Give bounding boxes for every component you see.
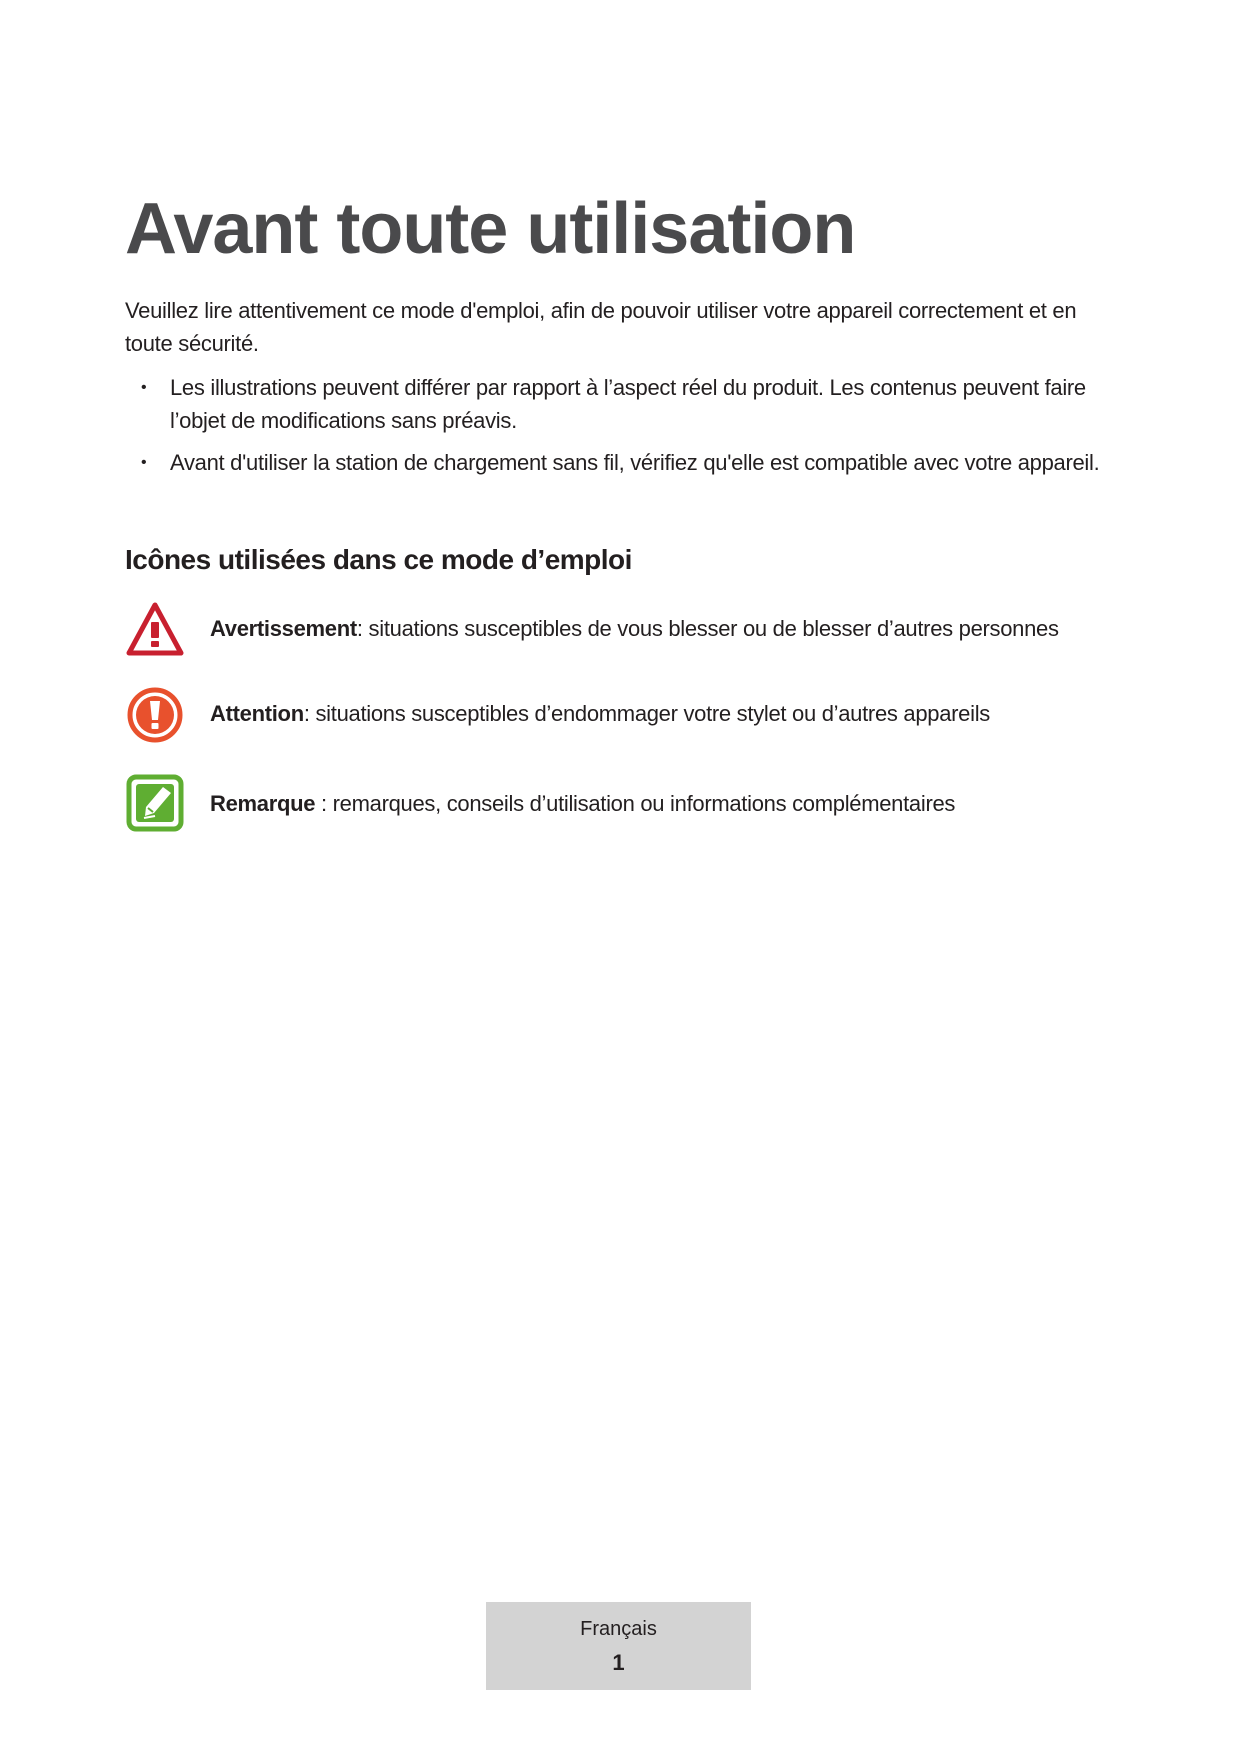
warning-triangle-icon (125, 600, 185, 660)
term-description: remarques, conseils d’utilisation ou informations complémentaires (332, 791, 956, 816)
caution-circle-icon (125, 685, 185, 745)
term-separator: : (356, 616, 369, 641)
intro-paragraph: Veuillez lire attentivement ce mode d'emploi, afin de pouvoir utiliser votre appareil correctement et en toute sécurité. (125, 298, 1077, 356)
term-description: situations susceptibles d’endommager votre stylet ou d’autres appareils (315, 701, 990, 726)
term-label: Remarque (210, 791, 316, 816)
icon-row-note (125, 773, 1115, 833)
page-number: 1 (612, 1650, 625, 1675)
note-pen-icon (125, 773, 185, 833)
list-item (125, 371, 1115, 437)
term-separator: : (303, 701, 316, 726)
footer-language: Français (580, 1618, 657, 1640)
bullet-list (125, 371, 1115, 488)
icon-description-caution (210, 699, 990, 729)
page-title: Avant toute utilisation (125, 189, 856, 269)
term-label: Avertissement (210, 616, 357, 641)
term-description: situations susceptibles de vous blesser ou de blesser d’autres personnes (368, 616, 1059, 641)
term-separator: : (315, 791, 333, 816)
term-label: Attention (210, 701, 304, 726)
bullet-text: Avant d'utiliser la station de chargement sans fil, vérifiez qu'elle est compatible avec votre appareil. (170, 450, 1100, 475)
page-footer (486, 1602, 751, 1690)
icon-row-warning (125, 600, 1115, 660)
bullet-icon: • (141, 379, 147, 396)
icon-description-note (210, 789, 955, 819)
list-item (125, 446, 1115, 479)
section-heading: Icônes utilisées dans ce mode d’emploi (125, 544, 632, 575)
bullet-icon: • (141, 454, 147, 471)
icon-description-warning (210, 614, 1059, 644)
icon-row-caution (125, 685, 1115, 745)
bullet-text: Les illustrations peuvent différer par rapport à l’aspect réel du produit. Les contenus peuvent faire l’objet de modifications sans préavis. (170, 375, 1086, 433)
